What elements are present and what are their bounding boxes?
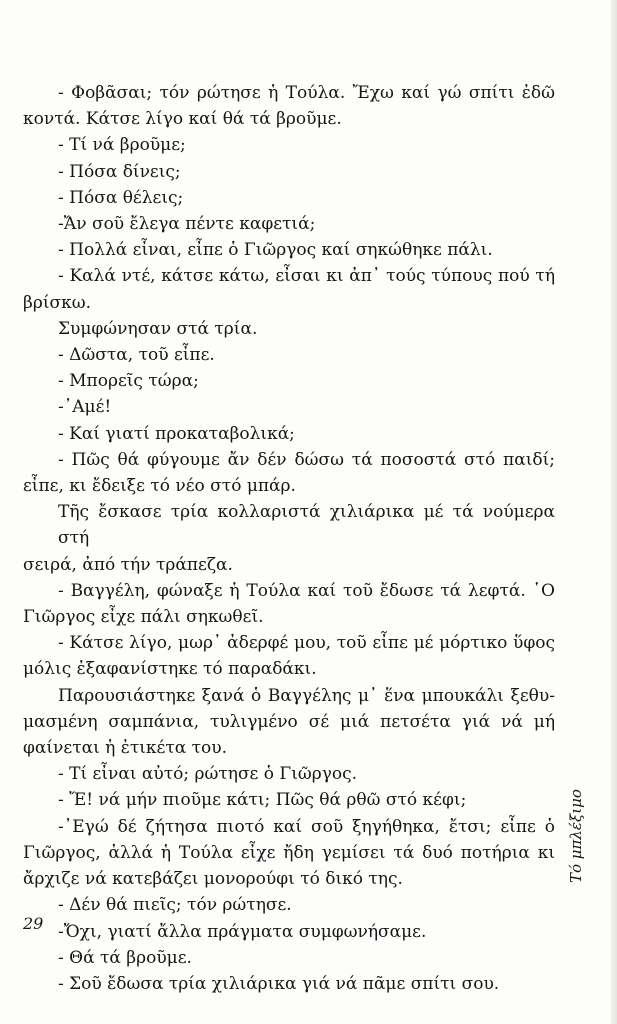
text-line: Γιῶργος εἶχε πάλι σηκωθεῖ. [23,607,264,628]
text-line: - Πόσα θέλεις; [58,187,184,208]
text-line: - Τί εἶναι αὐτό; ρώτησε ὁ Γιῶργος. [58,764,358,785]
text-line: - Φοβᾶσαι; τόν ρώτησε ἡ Τούλα. Ἔχω καί γώ σπίτι ἐδῶ [58,83,555,103]
text-line: - Ἔ! νά μήν πιοῦμε κάτι; Πῶς θά ρθῶ στό κέφι; [58,790,467,811]
text-line: σειρά, ἀπό τήν τράπεζα. [23,554,233,575]
text-line: μασμένη σαμπάνια, τυλιγμένο σέ μιά πετσέτα γιά νά μή [23,711,555,732]
text-line: - Καλά ντέ, κάτσε κάτω, εἶσαι κι ἀπ᾿ τούς τύπους πού τή [58,266,555,287]
text-line: - Πῶς θά φύγουμε ἄν δέν δώσω τά ποσοστά στό παιδί; [58,449,555,470]
text-line: μόλις ἐξαφανίστηκε τό παραδάκι. [23,659,317,680]
text-line: - Σοῦ ἔδωσα τρία χιλιάρικα γιά νά πᾶμε σπίτι σου. [58,973,500,994]
text-line: - Κάτσε λίγο, μωρ᾿ ἀδερφέ μου, τοῦ εἶπε μέ μόρτικο ὕφος [58,633,555,654]
text-line: - Τί νά βροῦμε; [58,135,186,156]
text-line: Γιῶργος, ἀλλά ἡ Τούλα εἶχε ἤδη γεμίσει τά δυό ποτήρια κι [23,842,555,863]
text-line: -Ἄν σοῦ ἔλεγα πέντε καφετιά; [58,214,316,235]
text-line: βρίσκω. [23,292,91,313]
text-line: -᾿Αμέ! [58,397,112,418]
text-line: - Δέν θά πιεῖς; τόν ρώτησε. [58,895,292,916]
text-line: ἄρχιζε νά κατεβάζει μονορούφι τό δικό της. [23,869,403,890]
text-line: - Μπορεῖς τώρα; [58,371,199,392]
text-line: -Ὄχι, γιατί ἄλλα πράγματα συμφωνήσαμε. [58,921,427,942]
text-line: - Θά τά βροῦμε. [58,947,192,968]
body-text [23,80,555,997]
text-line: Τῆς ἔσκασε τρία κολλαριστά χιλιάρικα μέ τά νούμερα στή [58,502,555,549]
page-edge [611,0,617,1024]
text-line: - Καί γιατί προκαταβολικά; [58,423,295,444]
text-line: Παρουσιάστηκε ξανά ὁ Βαγγέλης μ᾿ ἕνα μπουκάλι ξεθυ- [58,685,555,706]
text-line: - Βαγγέλη, φώναξε ἡ Τούλα καί τοῦ ἔδωσε τά λεφτά. ῾Ο [58,580,555,601]
text-line: κοντά. Κάτσε λίγο καί θά τά βροῦμε. [23,109,342,130]
text-line: φαίνεται ἡ ἐτικέτα του. [23,738,228,759]
text-line: -᾿Εγώ δέ ζήτησα πιοτό καί σοῦ ξηγήθηκα, ἔτσι; εἶπε ὁ [58,816,555,837]
text-line: - Δῶστα, τοῦ εἶπε. [58,345,215,366]
text-line: - Πόσα δίνεις; [58,161,181,182]
page-number: 29 [23,914,44,933]
text-line: Συμφώνησαν στά τρία. [58,318,258,339]
running-title: Τό μπλέξιμο [567,789,585,883]
text-line: εἶπε, κι ἔδειξε τό νέο στό μπάρ. [23,476,296,497]
text-line: - Πολλά εἶναι, εἶπε ὁ Γιῶργος καί σηκώθηκε πάλι. [58,240,493,261]
